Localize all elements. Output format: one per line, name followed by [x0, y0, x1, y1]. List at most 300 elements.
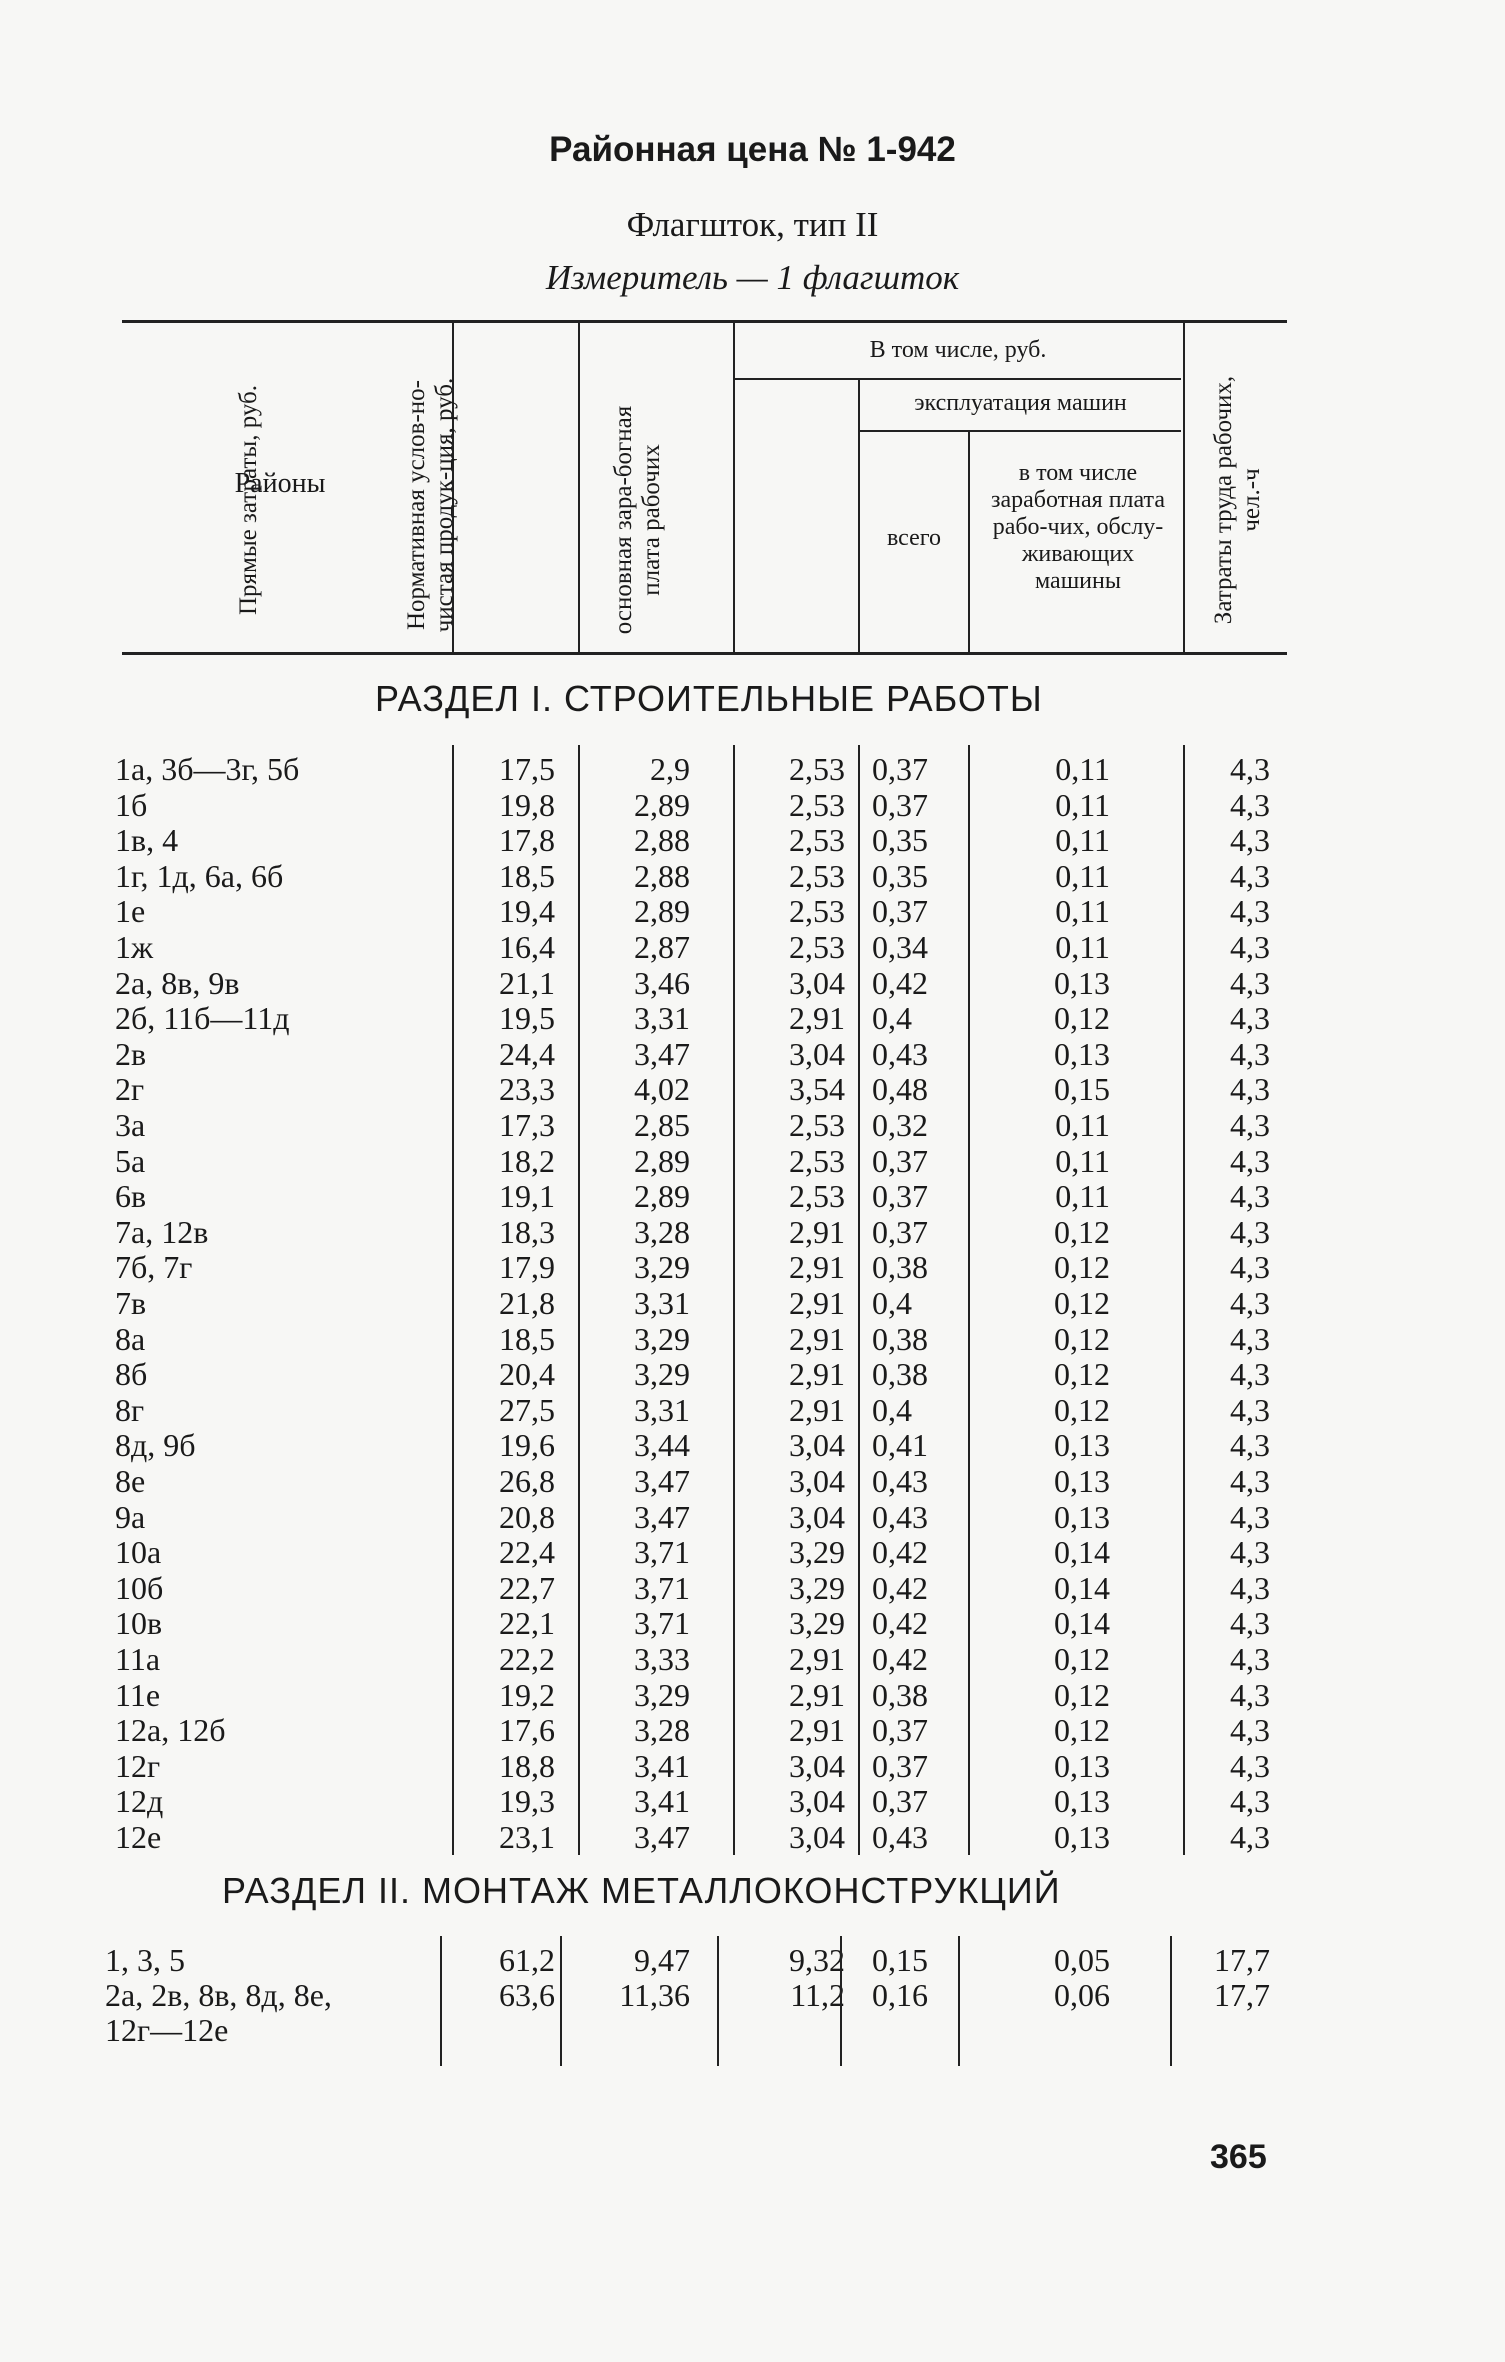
- machine-total-cell: 0,42: [872, 1605, 928, 1642]
- normative-cell: 3,47: [634, 1498, 690, 1535]
- table-row: [0, 1606, 1505, 1641]
- subtitle: Флагшток, тип II: [626, 205, 879, 244]
- table-row: [0, 1108, 1505, 1143]
- machine-total-cell: 0,38: [872, 1320, 928, 1357]
- direct-costs-cell: 17,5: [499, 751, 555, 787]
- row-name-cell: 1г, 1д, 6а, 6б: [115, 857, 284, 894]
- labor-cell: 4,3: [1230, 1178, 1270, 1215]
- section-1-vline-6: [1183, 745, 1185, 1855]
- row-name-cell: 8е: [115, 1463, 146, 1499]
- labor-cell: 4,3: [1230, 1819, 1270, 1855]
- normative-cell: 2,85: [634, 1107, 690, 1143]
- base-wage-cell: 2,91: [789, 1676, 845, 1713]
- machine-wage-cell: 0,13: [1054, 1783, 1110, 1820]
- header-vline-2: [578, 322, 580, 652]
- machine-total-cell: 0,42: [872, 1569, 928, 1606]
- base-wage-cell: 3,04: [789, 1498, 845, 1535]
- table-row: [0, 1428, 1505, 1463]
- table-row: [0, 930, 1505, 965]
- direct-costs-cell: 24,4: [499, 1035, 555, 1072]
- labor-cell: 4,3: [1230, 893, 1270, 930]
- section-2-title: РАЗДЕЛ II. МОНТАЖ МЕТАЛЛОКОНСТРУКЦИЙ: [222, 1870, 1061, 1911]
- table-row: [0, 1978, 1505, 2013]
- row-name-cell: 1б: [115, 786, 148, 823]
- direct-costs-cell: 17,6: [499, 1712, 555, 1749]
- direct-costs-cell: 22,1: [499, 1605, 555, 1642]
- labor-cell: 4,3: [1230, 1605, 1270, 1642]
- row-name-cell: 2б, 11б—11д: [115, 1000, 290, 1037]
- direct-costs-cell: 63,6: [499, 1977, 555, 2013]
- labor-cell: 4,3: [1230, 964, 1270, 1001]
- machine-wage-cell: 0,15: [1054, 1071, 1110, 1108]
- row-name-cell: 2а, 8в, 9в: [115, 964, 240, 1001]
- table-row: [0, 859, 1505, 894]
- direct-costs-cell: 18,8: [499, 1747, 555, 1784]
- normative-cell: 3,47: [634, 1819, 690, 1855]
- machine-total-cell: 0,32: [872, 1107, 928, 1143]
- machine-wage-cell: 0,11: [1055, 786, 1110, 823]
- labor-cell: 4,3: [1230, 1427, 1270, 1464]
- labor-cell: 4,3: [1230, 1071, 1270, 1108]
- measure-unit: Измеритель — 1 флагшток: [545, 258, 960, 297]
- row-name-cell: 2г: [115, 1071, 145, 1108]
- normative-cell: 3,29: [634, 1676, 690, 1713]
- base-wage-cell: 3,04: [789, 1783, 845, 1820]
- machine-wage-cell: 0,12: [1054, 1320, 1110, 1357]
- base-wage-cell: 2,91: [789, 1000, 845, 1037]
- direct-costs-cell: 61,2: [499, 1942, 555, 1978]
- labor-cell: 4,3: [1230, 751, 1270, 787]
- labor-cell: 4,3: [1230, 1534, 1270, 1571]
- table-row: [0, 823, 1505, 858]
- normative-cell: 3,28: [634, 1712, 690, 1749]
- labor-cell: 4,3: [1230, 1463, 1270, 1499]
- machine-total-cell: 0,41: [872, 1427, 928, 1464]
- machine-wage-cell: 0,05: [1054, 1942, 1110, 1978]
- header-regions: Районы: [234, 468, 326, 499]
- row-name-cell: 11а: [115, 1641, 161, 1677]
- row-name-cell: 10в: [115, 1605, 163, 1642]
- row-name-cell: 10а: [115, 1534, 162, 1571]
- normative-cell: 3,47: [634, 1035, 690, 1072]
- machine-wage-cell: 0,13: [1054, 1035, 1110, 1072]
- machine-wage-cell: 0,14: [1054, 1534, 1110, 1571]
- normative-cell: 2,87: [634, 929, 690, 965]
- table-row: [0, 1144, 1505, 1179]
- base-wage-cell: 2,91: [789, 1712, 845, 1749]
- machine-wage-cell: 0,11: [1055, 1107, 1110, 1143]
- normative-cell: 3,71: [634, 1534, 690, 1571]
- direct-costs-cell: 19,6: [499, 1427, 555, 1464]
- row-name-cell: 8б: [115, 1356, 148, 1393]
- base-wage-cell: 2,91: [789, 1320, 845, 1357]
- direct-costs-cell: 23,3: [499, 1071, 555, 1108]
- machine-wage-cell: 0,14: [1054, 1569, 1110, 1606]
- row-name-cell: 1, 3, 5: [105, 1942, 185, 1978]
- base-wage-cell: 9,32: [789, 1942, 845, 1978]
- table-row: [0, 1286, 1505, 1321]
- labor-cell: 4,3: [1230, 929, 1270, 965]
- row-name-cell: 7б, 7г: [115, 1249, 193, 1286]
- header-top-rule: [122, 320, 1287, 323]
- normative-cell: 3,29: [634, 1356, 690, 1393]
- direct-costs-cell: 17,9: [499, 1249, 555, 1286]
- base-wage-cell: 2,53: [789, 822, 845, 859]
- direct-costs-cell: 23,1: [499, 1819, 555, 1855]
- row-name-cell: 10б: [115, 1569, 164, 1606]
- direct-costs-cell: 19,4: [499, 893, 555, 930]
- row-name-cell: 12а, 12б: [115, 1712, 226, 1749]
- machine-total-cell: 0,37: [872, 751, 928, 787]
- base-wage-cell: 3,04: [789, 1463, 845, 1499]
- machine-wage-cell: 0,11: [1055, 1178, 1110, 1215]
- machine-rule: [858, 430, 1181, 432]
- header-direct-costs: Прямые затраты, руб.: [235, 384, 262, 616]
- labor-cell: 4,3: [1230, 1035, 1270, 1072]
- normative-cell: 2,89: [634, 1178, 690, 1215]
- direct-costs-cell: 22,2: [499, 1641, 555, 1677]
- direct-costs-cell: 21,8: [499, 1285, 555, 1321]
- machine-wage-cell: 0,13: [1054, 964, 1110, 1001]
- labor-cell: 4,3: [1230, 1676, 1270, 1713]
- direct-costs-cell: 19,2: [499, 1676, 555, 1713]
- row-name-cell: 1в, 4: [115, 822, 179, 859]
- normative-cell: 3,46: [634, 964, 690, 1001]
- row-name-cell: 12г: [115, 1747, 161, 1784]
- table-row: [0, 752, 1505, 787]
- row-name-cell: 1е: [115, 893, 146, 930]
- machine-total-cell: 0,38: [872, 1356, 928, 1393]
- normative-cell: 3,31: [634, 1000, 690, 1037]
- normative-cell: 3,31: [634, 1391, 690, 1428]
- table-row: [0, 894, 1505, 929]
- normative-cell: 3,71: [634, 1569, 690, 1606]
- machine-wage-cell: 0,14: [1054, 1605, 1110, 1642]
- labor-cell: 4,3: [1230, 1747, 1270, 1784]
- section-1-vline-5: [968, 745, 970, 1855]
- machine-wage-cell: 0,12: [1054, 1391, 1110, 1428]
- header-vline-5: [968, 432, 970, 652]
- base-wage-cell: 2,53: [789, 1142, 845, 1179]
- table-row: [0, 966, 1505, 1001]
- direct-costs-cell: 20,8: [499, 1498, 555, 1535]
- labor-cell: 4,3: [1230, 1498, 1270, 1535]
- labor-cell: 4,3: [1230, 1213, 1270, 1250]
- normative-cell: 3,71: [634, 1605, 690, 1642]
- direct-costs-cell: 18,5: [499, 1320, 555, 1357]
- page-title: Районная цена № 1-942: [549, 130, 956, 169]
- row-name-cell: 12е: [115, 1819, 162, 1855]
- base-wage-cell: 2,91: [789, 1391, 845, 1428]
- machine-wage-cell: 0,13: [1054, 1463, 1110, 1499]
- direct-costs-cell: 18,3: [499, 1213, 555, 1250]
- section-2-continuation-row: [0, 2013, 1505, 2048]
- machine-total-cell: 0,15: [872, 1942, 928, 1978]
- machine-total-cell: 0,43: [872, 1035, 928, 1072]
- direct-costs-cell: 21,1: [499, 964, 555, 1001]
- base-wage-cell: 3,54: [789, 1071, 845, 1108]
- table-row: [0, 1784, 1505, 1819]
- direct-costs-cell: 19,8: [499, 786, 555, 823]
- machine-total-cell: 0,37: [872, 1178, 928, 1215]
- labor-cell: 4,3: [1230, 1356, 1270, 1393]
- labor-cell: 4,3: [1230, 786, 1270, 823]
- base-wage-cell: 3,04: [789, 1427, 845, 1464]
- base-wage-cell: 3,04: [789, 1747, 845, 1784]
- base-wage-cell: 2,53: [789, 857, 845, 894]
- labor-cell: 17,7: [1214, 1942, 1270, 1978]
- machine-total-cell: 0,35: [872, 857, 928, 894]
- machine-total-cell: 0,43: [872, 1819, 928, 1855]
- machine-total-cell: 0,42: [872, 1641, 928, 1677]
- header-normative: Нормативная услов-но-чистая продук-ция, руб.: [403, 377, 458, 633]
- labor-cell: 4,3: [1230, 1142, 1270, 1179]
- normative-cell: 4,02: [634, 1071, 690, 1108]
- section-2-vline-6: [1170, 1936, 1172, 2066]
- table-row: [0, 1749, 1505, 1784]
- machine-wage-cell: 0,12: [1054, 1356, 1110, 1393]
- section-2-vline-5: [958, 1936, 960, 2066]
- direct-costs-cell: 26,8: [499, 1463, 555, 1499]
- table-row: [0, 1820, 1505, 1855]
- table-row: [0, 1072, 1505, 1107]
- normative-cell: 3,29: [634, 1249, 690, 1286]
- machine-wage-cell: 0,11: [1055, 857, 1110, 894]
- normative-cell: 3,47: [634, 1463, 690, 1499]
- base-wage-cell: 2,91: [789, 1641, 845, 1677]
- table-row: [0, 1500, 1505, 1535]
- table-row: [0, 1357, 1505, 1392]
- machine-total-cell: 0,48: [872, 1071, 928, 1108]
- base-wage-cell: 2,53: [789, 786, 845, 823]
- normative-cell: 2,89: [634, 786, 690, 823]
- header-vline-4: [858, 380, 860, 652]
- normative-cell: 2,89: [634, 893, 690, 930]
- direct-costs-cell: 19,3: [499, 1783, 555, 1820]
- machine-total-cell: 0,42: [872, 964, 928, 1001]
- table-row: [0, 1215, 1505, 1250]
- header-vline-3: [733, 322, 735, 652]
- labor-cell: 4,3: [1230, 1320, 1270, 1357]
- table-row: [0, 1464, 1505, 1499]
- machine-total-cell: 0,37: [872, 1142, 928, 1179]
- normative-cell: 3,41: [634, 1747, 690, 1784]
- machine-total-cell: 0,37: [872, 786, 928, 823]
- base-wage-cell: 3,29: [789, 1534, 845, 1571]
- machine-wage-cell: 0,12: [1054, 1213, 1110, 1250]
- labor-cell: 4,3: [1230, 1712, 1270, 1749]
- section-1-title: РАЗДЕЛ I. СТРОИТЕЛЬНЫЕ РАБОТЫ: [375, 678, 1043, 719]
- section-1-vline-3: [733, 745, 735, 1855]
- labor-cell: 4,3: [1230, 1783, 1270, 1820]
- base-wage-cell: 2,53: [789, 751, 845, 787]
- row-name-cell: 7в: [115, 1285, 147, 1321]
- table-row: [0, 1322, 1505, 1357]
- page-number: 365: [1210, 2138, 1267, 2176]
- machine-wage-cell: 0,13: [1054, 1427, 1110, 1464]
- table-row: [0, 1678, 1505, 1713]
- base-wage-cell: 11,2: [790, 1977, 845, 2013]
- labor-cell: 4,3: [1230, 1391, 1270, 1428]
- machine-wage-cell: 0,13: [1054, 1819, 1110, 1855]
- table-row: [0, 1535, 1505, 1570]
- machine-total-cell: 0,43: [872, 1498, 928, 1535]
- machine-wage-cell: 0,11: [1055, 822, 1110, 859]
- machine-total-cell: 0,37: [872, 1783, 928, 1820]
- normative-cell: 2,9: [650, 751, 690, 787]
- row-name-cell: 11е: [115, 1676, 161, 1713]
- normative-cell: 3,31: [634, 1285, 690, 1321]
- machine-wage-cell: 0,12: [1054, 1641, 1110, 1677]
- header-bottom-rule: [122, 652, 1287, 655]
- labor-cell: 4,3: [1230, 857, 1270, 894]
- section-2-vline-4: [840, 1936, 842, 2066]
- machine-total-cell: 0,37: [872, 1213, 928, 1250]
- machine-total-cell: 0,38: [872, 1676, 928, 1713]
- machine-wage-cell: 0,06: [1054, 1977, 1110, 2013]
- machine-total-cell: 0,35: [872, 822, 928, 859]
- group-rule: [733, 378, 1181, 380]
- normative-cell: 3,44: [634, 1427, 690, 1464]
- header-base-wage: основная зара-богная плата рабочих: [610, 405, 665, 635]
- base-wage-cell: 2,53: [789, 1178, 845, 1215]
- direct-costs-cell: 27,5: [499, 1391, 555, 1428]
- section-2-vline-1: [440, 1936, 442, 2066]
- normative-cell: 11,36: [619, 1977, 690, 2013]
- section-1-vline-1: [452, 745, 454, 1855]
- row-name-cell: 7а, 12в: [115, 1213, 209, 1250]
- machine-total-cell: 0,34: [872, 929, 928, 965]
- labor-cell: 4,3: [1230, 822, 1270, 859]
- base-wage-cell: 3,04: [789, 964, 845, 1001]
- machine-total-cell: 0,38: [872, 1249, 928, 1286]
- machine-wage-cell: 0,12: [1054, 1285, 1110, 1321]
- direct-costs-cell: 18,5: [499, 857, 555, 894]
- machine-total-cell: 0,4: [872, 1285, 912, 1321]
- machine-wage-cell: 0,11: [1055, 929, 1110, 965]
- section-2-vline-3: [717, 1936, 719, 2066]
- normative-cell: 2,88: [634, 857, 690, 894]
- base-wage-cell: 2,91: [789, 1249, 845, 1286]
- section-1-vline-4: [858, 745, 860, 1855]
- row-name-continuation: 12г—12е: [105, 2012, 229, 2048]
- direct-costs-cell: 18,2: [499, 1142, 555, 1179]
- machine-total-cell: 0,37: [872, 1747, 928, 1784]
- row-name-cell: 8г: [115, 1391, 145, 1428]
- labor-cell: 4,3: [1230, 1285, 1270, 1321]
- table-row: [0, 1393, 1505, 1428]
- row-name-cell: 8а: [115, 1320, 146, 1357]
- machine-wage-cell: 0,13: [1054, 1498, 1110, 1535]
- header-machine-op: эксплуатация машин: [914, 390, 1127, 416]
- row-name-cell: 2в: [115, 1035, 147, 1072]
- row-name-cell: 12д: [115, 1783, 164, 1820]
- normative-cell: 3,28: [634, 1213, 690, 1250]
- row-name-cell: 6в: [115, 1178, 147, 1215]
- machine-wage-cell: 0,13: [1054, 1747, 1110, 1784]
- table-row: [0, 788, 1505, 823]
- labor-cell: 4,3: [1230, 1000, 1270, 1037]
- row-name-cell: 2а, 2в, 8в, 8д, 8е,: [105, 1977, 332, 2013]
- normative-cell: 3,41: [634, 1783, 690, 1820]
- base-wage-cell: 3,29: [789, 1569, 845, 1606]
- labor-cell: 17,7: [1214, 1977, 1270, 2013]
- machine-wage-cell: 0,11: [1055, 893, 1110, 930]
- direct-costs-cell: 17,8: [499, 822, 555, 859]
- table-row: [0, 1642, 1505, 1677]
- labor-cell: 4,3: [1230, 1107, 1270, 1143]
- row-name-cell: 3а: [115, 1107, 146, 1143]
- normative-cell: 2,88: [634, 822, 690, 859]
- labor-cell: 4,3: [1230, 1569, 1270, 1606]
- normative-cell: 9,47: [634, 1942, 690, 1978]
- base-wage-cell: 3,04: [789, 1035, 845, 1072]
- row-name-cell: 8д, 9б: [115, 1427, 196, 1464]
- table-row: [0, 1179, 1505, 1214]
- machine-total-cell: 0,4: [872, 1391, 912, 1428]
- base-wage-cell: 2,53: [789, 1107, 845, 1143]
- table-row: [0, 1943, 1505, 1978]
- normative-cell: 3,33: [634, 1641, 690, 1677]
- labor-cell: 4,3: [1230, 1641, 1270, 1677]
- base-wage-cell: 2,91: [789, 1356, 845, 1393]
- normative-cell: 2,89: [634, 1142, 690, 1179]
- base-wage-cell: 2,91: [789, 1285, 845, 1321]
- table-row: [0, 1250, 1505, 1285]
- direct-costs-cell: 22,4: [499, 1534, 555, 1571]
- header-vline-6: [1183, 322, 1185, 652]
- base-wage-cell: 2,91: [789, 1213, 845, 1250]
- direct-costs-cell: 16,4: [499, 929, 555, 965]
- header-labor: Затраты труда рабочих, чел.-ч: [1210, 375, 1265, 625]
- machine-total-cell: 0,37: [872, 893, 928, 930]
- machine-total-cell: 0,42: [872, 1534, 928, 1571]
- section-2-vline-2: [560, 1936, 562, 2066]
- machine-wage-cell: 0,12: [1054, 1249, 1110, 1286]
- direct-costs-cell: 19,5: [499, 1000, 555, 1037]
- normative-cell: 3,29: [634, 1320, 690, 1357]
- machine-wage-cell: 0,11: [1055, 1142, 1110, 1179]
- row-name-cell: 9а: [115, 1498, 146, 1535]
- machine-total-cell: 0,16: [872, 1977, 928, 2013]
- row-name-cell: 1а, 3б—3г, 5б: [115, 751, 300, 787]
- machine-wage-cell: 0,11: [1055, 751, 1110, 787]
- machine-wage-cell: 0,12: [1054, 1676, 1110, 1713]
- direct-costs-cell: 22,7: [499, 1569, 555, 1606]
- direct-costs-cell: 20,4: [499, 1356, 555, 1393]
- row-name-cell: 5а: [115, 1142, 146, 1179]
- table-row: [0, 1037, 1505, 1072]
- base-wage-cell: 3,29: [789, 1605, 845, 1642]
- table-row: [0, 1001, 1505, 1036]
- labor-cell: 4,3: [1230, 1249, 1270, 1286]
- row-name-cell: 1ж: [115, 929, 154, 965]
- machine-total-cell: 0,4: [872, 1000, 912, 1037]
- machine-total-cell: 0,37: [872, 1712, 928, 1749]
- header-machine-wage: в том числе заработная плата рабо-чих, обслу-живающих машины: [991, 460, 1165, 594]
- base-wage-cell: 2,53: [789, 929, 845, 965]
- header-group-label: В том числе, руб.: [869, 337, 1047, 363]
- machine-total-cell: 0,43: [872, 1463, 928, 1499]
- base-wage-cell: 3,04: [789, 1819, 845, 1855]
- table-row: [0, 1713, 1505, 1748]
- direct-costs-cell: 17,3: [499, 1107, 555, 1143]
- table-row: [0, 1571, 1505, 1606]
- base-wage-cell: 2,53: [789, 893, 845, 930]
- section-1-vline-2: [578, 745, 580, 1855]
- machine-wage-cell: 0,12: [1054, 1712, 1110, 1749]
- header-machine-total: всего: [886, 525, 942, 551]
